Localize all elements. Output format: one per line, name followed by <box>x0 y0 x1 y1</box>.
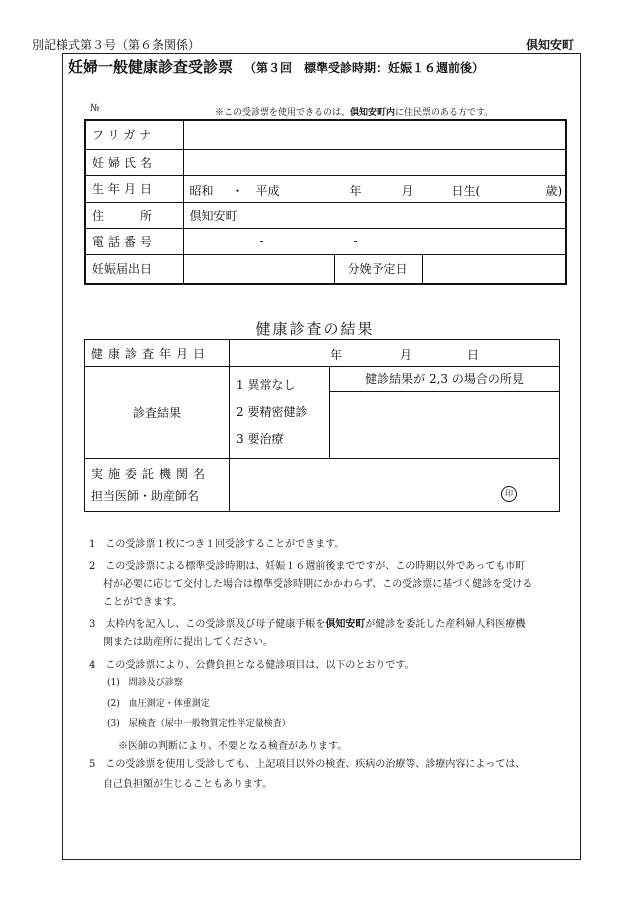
era-separator: ・ <box>231 183 244 198</box>
exam-month-unit: 月 <box>400 348 413 362</box>
dob-label: 生年月日 <box>85 175 183 202</box>
registration-table <box>84 119 567 285</box>
institution-label: 実施委託機関名 <box>91 467 211 481</box>
phone-dash-2: - <box>353 233 358 248</box>
address-field[interactable]: 倶知安町 <box>183 202 566 228</box>
form-label: 別記様式第３号（第６条関係） <box>32 38 201 52</box>
result-option-detailed[interactable]: 2 要精密健診 <box>236 405 308 419</box>
doctor-label: 担当医師・助産師名 <box>91 489 200 503</box>
pregnancy-date-label: 妊娠届出日 <box>85 254 183 284</box>
number-label: № <box>90 103 100 114</box>
due-date-label: 分娩予定日 <box>334 255 423 283</box>
finding-field[interactable] <box>330 392 559 458</box>
note-5-line-1: 5 この受診票を使用し受診しても、上記項目以外の検査、疾病の治療等、診療内容によっては、 <box>89 759 526 770</box>
form-title: 妊婦一般健康診査受診票 <box>68 58 234 76</box>
finding-header: 健診結果が 2,3 の場合の所見 <box>330 367 559 392</box>
dob-year-unit: 年 <box>349 183 362 198</box>
exam-day-unit: 日 <box>467 348 480 362</box>
seal-mark: 印 <box>501 486 517 502</box>
town-name: 倶知安町 <box>525 38 574 52</box>
furigana-label: フリガナ <box>85 120 183 149</box>
result-section-title: 健康診査の結果 <box>255 320 375 338</box>
dob-day-unit: 日生( <box>451 183 481 198</box>
era-heisei: 平成 <box>255 183 280 198</box>
note-3-line-2: 関または助産所に提出してください。 <box>103 637 273 648</box>
note-4: 4 この受診票により、公費負担となる健診項目は、以下のとおりです。 <box>89 660 415 671</box>
name-label: 妊婦氏名 <box>85 149 183 175</box>
note-3-town: 倶知安町 <box>325 619 366 630</box>
form-subtitle: （第３回 標準受診時期：妊娠１６週前後） <box>244 61 485 75</box>
note-4-remark: ※医師の判断により、不要となる検査があります。 <box>118 741 348 752</box>
note-2-line-3: ことができます。 <box>103 597 183 608</box>
note-5-line-2: 自己負担額が生じることもあります。 <box>103 779 273 790</box>
exam-date-field[interactable] <box>230 340 560 367</box>
address-label: 住 所 <box>85 202 183 228</box>
result-option-normal[interactable]: 1 異常なし <box>236 378 296 392</box>
age-unit: 歳) <box>545 183 563 198</box>
exam-year-unit: 年 <box>330 348 343 362</box>
pregnancy-date-field[interactable] <box>184 255 335 283</box>
name-field[interactable] <box>183 149 566 175</box>
dob-month-unit: 月 <box>401 183 414 198</box>
note-4-item-1: (1) 問診及び診察 <box>107 678 183 688</box>
result-label: 診査結果 <box>85 367 230 459</box>
eligibility-town: 倶知安町内 <box>350 108 396 118</box>
dob-field[interactable] <box>183 175 566 202</box>
note-4-item-2: (2) 血圧測定・体重測定 <box>107 699 210 709</box>
institution-labels <box>85 459 230 512</box>
result-options <box>230 367 330 459</box>
result-table <box>84 339 560 512</box>
note-3-line-1: 3 太枠内を記入し、この受診票及び母子健康手帳を倶知安町が健診を委託した産科婦人科医療機 <box>89 619 526 630</box>
era-showa: 昭和 <box>189 183 214 198</box>
note-4-item-3: (3) 尿検査（尿中一般物質定性半定量検査） <box>107 719 291 729</box>
result-option-treatment[interactable]: 3 要治療 <box>236 432 284 446</box>
note-2-line-2: 村が必要に応じて交付した場合は標準受診時期にかかわらず、この受診票に基づく健診を受ける <box>103 579 533 590</box>
institution-field[interactable] <box>230 459 560 512</box>
dates-cell <box>183 254 566 284</box>
exam-date-label: 健康診査年月日 <box>85 340 230 367</box>
furigana-field[interactable] <box>183 120 566 149</box>
phone-dash-1: - <box>259 233 264 248</box>
phone-label: 電話番号 <box>85 228 183 254</box>
note-2-line-1: 2 この受診票による標準受診時期は、妊娠１６週前後までですが、この時期以外であっても市町 <box>89 561 526 572</box>
note-1: 1 この受診票１枚につき１回受診することができます。 <box>89 539 345 550</box>
finding-cell <box>330 367 560 459</box>
eligibility-note: ※この受診票を使用できるのは、倶知安町内に住民票のある方です。 <box>215 108 494 118</box>
due-date-field[interactable] <box>423 255 563 283</box>
phone-field[interactable] <box>183 228 566 254</box>
